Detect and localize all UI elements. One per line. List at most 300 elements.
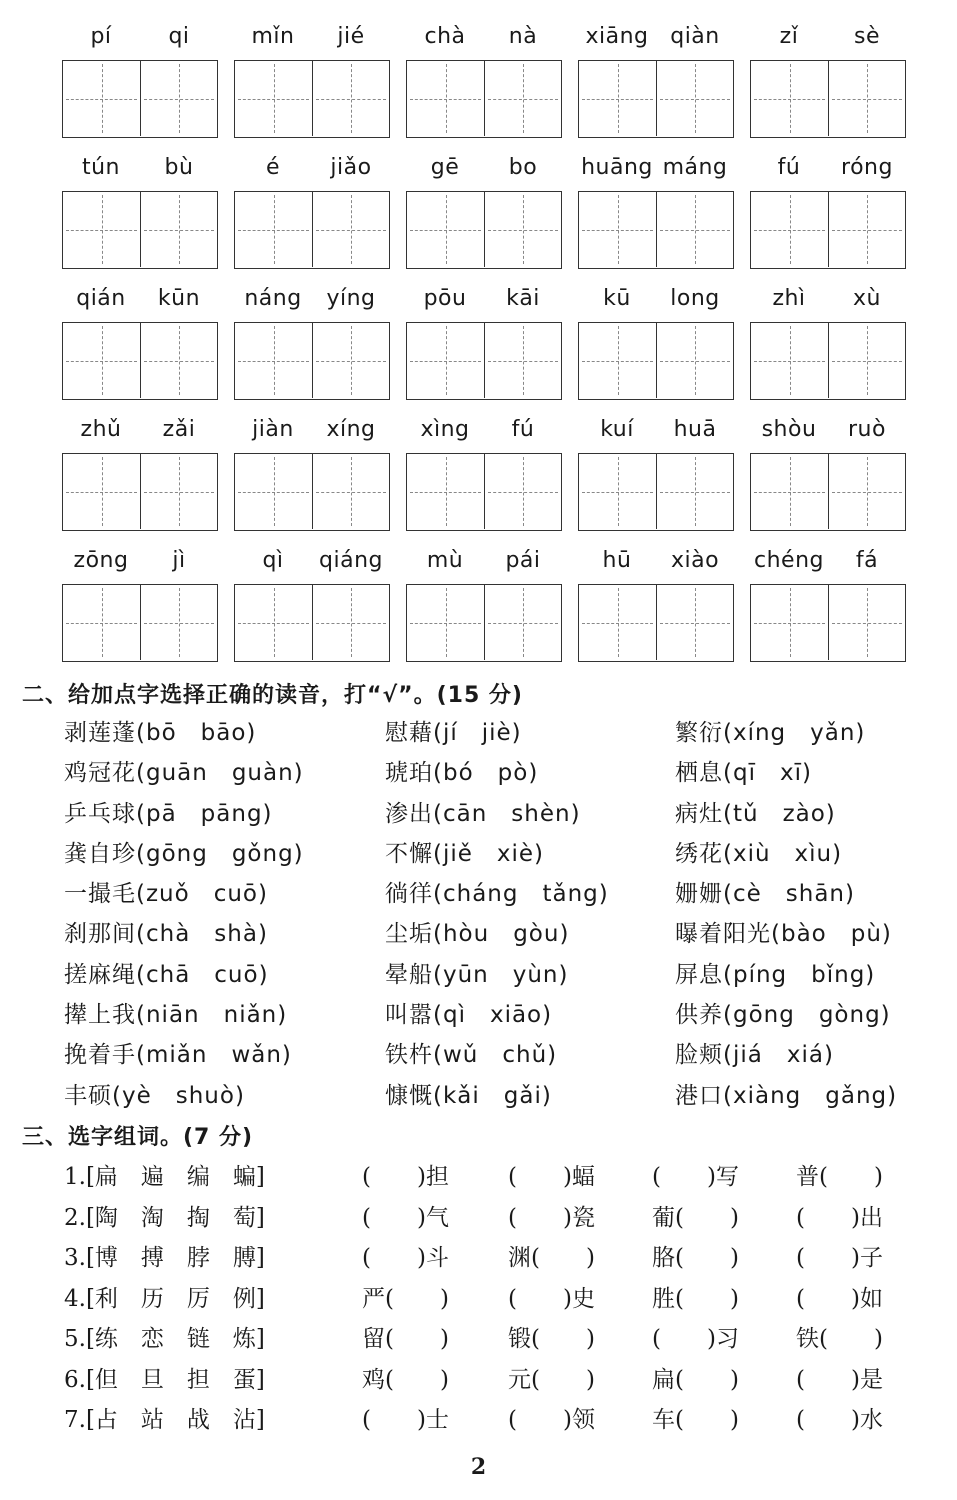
writing-box[interactable]: [656, 192, 733, 267]
writing-box[interactable]: [407, 454, 484, 529]
pinyin-cell: [62, 22, 218, 60]
word: 脸颊: [675, 1042, 723, 1069]
pronunciation-item[interactable]: [385, 1036, 557, 1069]
pinyin-syllable: chà: [424, 24, 466, 49]
pinyin-syllable: mǐn: [251, 24, 295, 49]
word: 撵上我: [64, 1002, 136, 1029]
page-number: 2: [470, 1454, 487, 1480]
writing-box[interactable]: [484, 323, 561, 398]
writing-box[interactable]: [484, 454, 561, 529]
pronunciation-item[interactable]: [675, 956, 875, 989]
pinyin-options: (xíng yǎn): [723, 720, 866, 746]
pronunciation-item[interactable]: [675, 915, 892, 948]
pinyin-line: [578, 546, 734, 584]
pinyin-writing-grid: [62, 22, 905, 677]
pronunciation-item[interactable]: [385, 875, 609, 908]
fill-blank[interactable]: ( )写: [652, 1164, 739, 1190]
pinyin-line: [234, 284, 390, 322]
pinyin-cell: [62, 284, 218, 322]
fill-blank[interactable]: ( )瓷: [508, 1204, 595, 1231]
pronunciation-item[interactable]: [385, 714, 522, 747]
pinyin-syllable: é: [265, 155, 281, 180]
writing-box[interactable]: [407, 61, 484, 136]
writing-box-pair[interactable]: [578, 453, 734, 531]
pinyin-line: [750, 415, 906, 453]
fill-blank[interactable]: 车( ): [652, 1407, 739, 1433]
word: 叫嚣: [385, 1002, 433, 1029]
writing-box[interactable]: [312, 585, 389, 660]
word: 徜徉: [385, 881, 433, 908]
fill-blank[interactable]: 普( ): [796, 1164, 883, 1190]
pronunciation-item[interactable]: [675, 875, 855, 908]
writing-box[interactable]: [63, 454, 140, 529]
word: 供养: [675, 1002, 723, 1029]
writing-box-pair[interactable]: [578, 60, 734, 138]
pinyin-options: (xiàng gǎng): [723, 1082, 898, 1109]
pinyin-line: [62, 284, 218, 322]
fill-blank[interactable]: ( )斗: [362, 1245, 449, 1271]
pinyin-cell: [234, 546, 390, 584]
writing-box[interactable]: [751, 61, 828, 136]
writing-box[interactable]: [484, 585, 561, 660]
writing-box[interactable]: [312, 323, 389, 398]
writing-box-pair[interactable]: [406, 191, 562, 269]
word-choice-row: [0, 1401, 957, 1442]
fill-blank[interactable]: ( )是: [796, 1366, 883, 1393]
pinyin-options: (wǔ chǔ): [433, 1042, 558, 1069]
pronunciation-item[interactable]: [64, 795, 273, 828]
fill-blank[interactable]: 鸡( ): [362, 1366, 449, 1393]
pinyin-line: [750, 546, 906, 584]
pinyin-syllable: kuí: [600, 417, 634, 442]
pinyin-options: (jí jiè): [433, 720, 522, 746]
pinyin-options: (kǎi gǎi): [433, 1082, 552, 1109]
fill-blank[interactable]: ( )水: [796, 1407, 883, 1433]
pronunciation-item[interactable]: [385, 795, 581, 828]
writing-box[interactable]: [656, 323, 733, 398]
pinyin-cell: [234, 153, 390, 191]
pinyin-syllable: yíng: [326, 286, 376, 311]
pinyin-cell: [62, 153, 218, 191]
pronunciation-item[interactable]: [385, 996, 552, 1029]
pinyin-line: [406, 284, 562, 322]
pinyin-options: (yè shuò): [112, 1082, 245, 1109]
word: 鸡冠花: [64, 760, 136, 787]
pronunciation-row: [0, 795, 957, 835]
writing-box-pair[interactable]: [750, 584, 906, 662]
pinyin-cell: [578, 153, 734, 191]
word: 搓麻绳: [64, 961, 136, 988]
writing-box[interactable]: [579, 323, 656, 398]
pronunciation-item[interactable]: [64, 835, 304, 868]
writing-box[interactable]: [751, 323, 828, 398]
writing-box[interactable]: [235, 585, 312, 660]
word: 病灶: [675, 800, 723, 827]
word: 挽着手: [64, 1042, 136, 1069]
pronunciation-item[interactable]: [385, 956, 568, 989]
writing-box[interactable]: [407, 585, 484, 660]
fill-blank[interactable]: 锻( ): [508, 1326, 595, 1352]
word: 姗姗: [675, 881, 723, 908]
writing-box[interactable]: [63, 323, 140, 398]
word: 丰硕: [64, 1082, 112, 1109]
fill-blank[interactable]: ( )出: [796, 1204, 883, 1231]
pinyin-syllable: gē: [430, 155, 460, 180]
pinyin-cell: [62, 415, 218, 453]
section-3-list: [0, 1158, 957, 1442]
fill-blank[interactable]: 元( ): [508, 1366, 595, 1393]
pinyin-options: (yūn yùn): [433, 961, 569, 988]
writing-box-pair[interactable]: [750, 453, 906, 531]
fill-blank[interactable]: ( )气: [362, 1204, 449, 1231]
fill-blank[interactable]: 扁( ): [652, 1366, 739, 1393]
writing-box[interactable]: [140, 585, 217, 660]
pinyin-line: [578, 284, 734, 322]
word: 剥莲蓬: [64, 720, 136, 746]
pinyin-syllable: huā: [673, 417, 717, 442]
pinyin-syllable: zǎi: [162, 417, 196, 442]
writing-box-pair[interactable]: [578, 584, 734, 662]
writing-box[interactable]: [312, 61, 389, 136]
pronunciation-item[interactable]: [64, 996, 287, 1029]
character-choices: 1.[扁 遍 编 蝙]: [64, 1164, 265, 1190]
writing-box[interactable]: [407, 323, 484, 398]
pinyin-line: [750, 22, 906, 60]
pronunciation-item[interactable]: [675, 1036, 834, 1069]
pinyin-options: (gōng gǒng): [136, 840, 304, 867]
pinyin-syllable: pōu: [423, 286, 467, 311]
pinyin-options: (guān guàn): [136, 760, 304, 787]
word: 曝着阳光: [675, 921, 771, 948]
pronunciation-item[interactable]: [64, 875, 268, 908]
pinyin-syllable: zhǔ: [80, 417, 122, 442]
writing-box[interactable]: [312, 454, 389, 529]
writing-box[interactable]: [140, 454, 217, 529]
writing-box-pair[interactable]: [406, 60, 562, 138]
pinyin-cell: [62, 546, 218, 584]
pinyin-syllable: róng: [841, 155, 893, 180]
writing-box-pair[interactable]: [62, 453, 218, 531]
pinyin-syllable: mù: [426, 548, 464, 573]
pinyin-cell: [578, 22, 734, 60]
pinyin-options: (tǔ zào): [723, 800, 836, 827]
character-choices: 3.[博 搏 脖 膊]: [64, 1245, 265, 1271]
writing-box[interactable]: [579, 454, 656, 529]
pinyin-line: [62, 415, 218, 453]
writing-box-pair[interactable]: [62, 60, 218, 138]
pinyin-cell: [750, 22, 906, 60]
pinyin-options: (qī xī): [723, 760, 812, 787]
word: 慷慨: [385, 1082, 433, 1109]
pinyin-line: [234, 153, 390, 191]
fill-blank[interactable]: ( )担: [362, 1164, 449, 1190]
pinyin-syllable: kū: [603, 286, 631, 311]
word: 铁杵: [385, 1042, 433, 1069]
pronunciation-item[interactable]: [675, 754, 812, 787]
grid-row: [62, 546, 905, 677]
pinyin-options: (chà shà): [136, 921, 268, 948]
writing-box-pair[interactable]: [62, 322, 218, 400]
fill-blank[interactable]: 铁( ): [796, 1326, 883, 1352]
writing-box[interactable]: [312, 192, 389, 267]
pinyin-cell: [578, 415, 734, 453]
word: 尘垢: [385, 921, 433, 948]
writing-box-pair[interactable]: [62, 584, 218, 662]
pinyin-line: [750, 153, 906, 191]
pinyin-syllable: xiāng: [585, 24, 649, 49]
word: 绣花: [675, 840, 723, 867]
pinyin-syllable: pái: [505, 548, 541, 573]
pinyin-syllable: qiáng: [319, 548, 383, 573]
writing-box[interactable]: [235, 323, 312, 398]
pinyin-cell: [406, 284, 562, 322]
fill-blank[interactable]: 葡( ): [652, 1204, 739, 1231]
pinyin-syllable: zǐ: [779, 24, 799, 49]
word: 港口: [675, 1082, 723, 1109]
writing-box[interactable]: [828, 454, 905, 529]
pinyin-cell: [578, 546, 734, 584]
word: 繁衍: [675, 720, 723, 746]
writing-box-pair[interactable]: [234, 453, 390, 531]
pronunciation-item[interactable]: [675, 1077, 897, 1110]
word: 不懈: [385, 840, 433, 867]
pinyin-cell: [406, 546, 562, 584]
pinyin-syllable: fá: [855, 548, 879, 573]
pinyin-syllable: xù: [853, 286, 881, 311]
pinyin-options: (píng bǐng): [723, 961, 876, 988]
pinyin-syllable: qì: [262, 548, 284, 573]
pinyin-options: (bó pò): [433, 760, 539, 787]
pronunciation-item[interactable]: [675, 996, 891, 1029]
writing-box[interactable]: [63, 192, 140, 267]
word: 慰藉: [385, 720, 433, 746]
word-choice-row: [0, 1158, 957, 1199]
pinyin-options: (cè shān): [723, 881, 855, 908]
character-choices: 2.[陶 淘 掏 萄]: [64, 1204, 265, 1231]
pronunciation-row: [0, 875, 957, 915]
pronunciation-item[interactable]: [675, 795, 836, 828]
pinyin-line: [750, 284, 906, 322]
pinyin-options: (cān shèn): [433, 800, 581, 827]
pinyin-cell: [234, 284, 390, 322]
pronunciation-item[interactable]: [64, 714, 256, 747]
pronunciation-row: [0, 714, 957, 754]
writing-box[interactable]: [828, 323, 905, 398]
pinyin-options: (chā cuō): [136, 961, 269, 988]
writing-box[interactable]: [63, 585, 140, 660]
writing-box-pair[interactable]: [234, 60, 390, 138]
pinyin-syllable: hū: [602, 548, 632, 573]
pinyin-syllable: xíng: [326, 417, 376, 442]
pinyin-syllable: tún: [81, 155, 120, 180]
pinyin-options: (bō bāo): [136, 720, 257, 746]
pinyin-syllable: fú: [777, 155, 801, 180]
pinyin-syllable: jì: [172, 548, 186, 573]
pinyin-line: [578, 415, 734, 453]
pinyin-syllable: xiào: [670, 548, 720, 573]
writing-box-pair[interactable]: [234, 322, 390, 400]
writing-box[interactable]: [579, 61, 656, 136]
pinyin-syllable: chéng: [754, 548, 824, 573]
pronunciation-item[interactable]: [385, 1077, 552, 1110]
pronunciation-item[interactable]: [64, 915, 268, 948]
pinyin-syllable: shòu: [761, 417, 817, 442]
writing-box-pair[interactable]: [406, 584, 562, 662]
pinyin-line: [62, 22, 218, 60]
writing-box[interactable]: [484, 192, 561, 267]
pronunciation-item[interactable]: [385, 835, 544, 868]
pinyin-line: [62, 546, 218, 584]
fill-blank[interactable]: ( )习: [652, 1326, 739, 1352]
fill-blank[interactable]: ( )士: [362, 1407, 449, 1433]
pinyin-cell: [234, 415, 390, 453]
writing-box[interactable]: [828, 585, 905, 660]
pronunciation-item[interactable]: [675, 835, 842, 868]
pronunciation-item[interactable]: [385, 754, 538, 787]
pronunciation-row: [0, 915, 957, 955]
pinyin-syllable: kāi: [506, 286, 540, 311]
pinyin-line: [578, 153, 734, 191]
pinyin-syllable: qi: [168, 24, 190, 49]
writing-box-pair[interactable]: [750, 322, 906, 400]
writing-box[interactable]: [751, 585, 828, 660]
character-choices: 7.[占 站 战 沾]: [64, 1407, 265, 1433]
pronunciation-item[interactable]: [64, 1036, 292, 1069]
writing-box[interactable]: [828, 192, 905, 267]
section-2-list: [0, 714, 957, 1117]
fill-blank[interactable]: ( )子: [796, 1245, 883, 1271]
word-choice-row: [0, 1280, 957, 1321]
writing-box[interactable]: [751, 192, 828, 267]
grid-row: [62, 22, 905, 153]
character-choices: 5.[练 恋 链 炼]: [64, 1326, 265, 1352]
pronunciation-item[interactable]: [385, 915, 569, 948]
writing-box[interactable]: [828, 61, 905, 136]
writing-box[interactable]: [656, 61, 733, 136]
fill-blank[interactable]: ( )如: [796, 1285, 883, 1312]
pinyin-syllable: kūn: [157, 286, 201, 311]
writing-box[interactable]: [484, 61, 561, 136]
writing-box[interactable]: [235, 192, 312, 267]
pronunciation-row: [0, 1077, 957, 1117]
fill-blank[interactable]: ( )蝠: [508, 1164, 595, 1190]
pinyin-options: (cháng tǎng): [433, 881, 609, 908]
word: 栖息: [675, 760, 723, 787]
writing-box-pair[interactable]: [62, 191, 218, 269]
word: 渗出: [385, 800, 433, 827]
writing-box-pair[interactable]: [578, 191, 734, 269]
pinyin-syllable: zhì: [772, 286, 806, 311]
writing-box[interactable]: [140, 61, 217, 136]
pinyin-syllable: jiàn: [252, 417, 294, 442]
writing-box[interactable]: [579, 585, 656, 660]
pinyin-options: (jiě xiè): [433, 840, 545, 867]
fill-blank[interactable]: 胜( ): [652, 1285, 739, 1312]
pinyin-options: (pā pāng): [136, 800, 273, 827]
fill-blank[interactable]: 胳( ): [652, 1245, 739, 1271]
pinyin-options: (miǎn wǎn): [136, 1042, 292, 1069]
fill-blank[interactable]: 渊( ): [508, 1245, 595, 1271]
pinyin-cell: [750, 546, 906, 584]
pinyin-cell: [406, 22, 562, 60]
writing-box-pair[interactable]: [234, 584, 390, 662]
pinyin-options: (bào pù): [771, 921, 892, 948]
pronunciation-item[interactable]: [64, 956, 269, 989]
writing-box[interactable]: [751, 454, 828, 529]
pronunciation-row: [0, 754, 957, 794]
word: 晕船: [385, 961, 433, 988]
pronunciation-row: [0, 835, 957, 875]
writing-box[interactable]: [63, 61, 140, 136]
word-choice-row: [0, 1199, 957, 1240]
grid-row: [62, 415, 905, 546]
pinyin-line: [62, 153, 218, 191]
pronunciation-row: [0, 956, 957, 996]
writing-box[interactable]: [140, 192, 217, 267]
pinyin-cell: [234, 22, 390, 60]
pinyin-syllable: jié: [337, 24, 365, 49]
pinyin-line: [406, 546, 562, 584]
fill-blank[interactable]: ( )史: [508, 1285, 595, 1312]
pinyin-cell: [750, 284, 906, 322]
writing-box[interactable]: [579, 192, 656, 267]
pinyin-syllable: zōng: [73, 548, 129, 573]
writing-box-pair[interactable]: [406, 322, 562, 400]
pinyin-line: [234, 546, 390, 584]
pinyin-options: (hòu gòu): [433, 921, 570, 948]
word-choice-row: [0, 1320, 957, 1361]
writing-box[interactable]: [235, 454, 312, 529]
pinyin-cell: [750, 415, 906, 453]
pinyin-syllable: náng: [244, 286, 302, 311]
pinyin-syllable: bo: [508, 155, 538, 180]
pinyin-options: (xiù xìu): [723, 840, 843, 867]
writing-box[interactable]: [235, 61, 312, 136]
pinyin-options: (gōng gòng): [723, 1002, 891, 1029]
fill-blank[interactable]: ( )领: [508, 1407, 595, 1433]
writing-box-pair[interactable]: [406, 453, 562, 531]
writing-box-pair[interactable]: [578, 322, 734, 400]
fill-blank[interactable]: 留( ): [362, 1326, 449, 1352]
pinyin-syllable: fú: [511, 417, 535, 442]
writing-box[interactable]: [140, 323, 217, 398]
pinyin-line: [406, 415, 562, 453]
pinyin-line: [406, 153, 562, 191]
writing-box[interactable]: [407, 192, 484, 267]
pronunciation-item[interactable]: [675, 714, 865, 747]
fill-blank[interactable]: 严( ): [362, 1285, 449, 1312]
pinyin-syllable: nà: [508, 24, 538, 49]
word: 龚自珍: [64, 840, 136, 867]
pronunciation-item[interactable]: [64, 754, 304, 787]
character-choices: 4.[利 历 厉 例]: [64, 1285, 265, 1312]
writing-box[interactable]: [656, 585, 733, 660]
pinyin-line: [578, 22, 734, 60]
writing-box-pair[interactable]: [234, 191, 390, 269]
word: 一撮毛: [64, 881, 136, 908]
pinyin-cell: [406, 415, 562, 453]
pinyin-syllable: máng: [662, 155, 728, 180]
writing-box-pair[interactable]: [750, 191, 906, 269]
writing-box[interactable]: [656, 454, 733, 529]
writing-box-pair[interactable]: [750, 60, 906, 138]
section-2-title: 二、给加点字选择正确的读音，打“√”。(15 分): [22, 683, 523, 708]
pinyin-syllable: ruò: [848, 417, 886, 442]
word: 琥珀: [385, 760, 433, 787]
pinyin-line: [234, 415, 390, 453]
pronunciation-item[interactable]: [64, 1077, 245, 1110]
word: 刹那间: [64, 921, 136, 948]
